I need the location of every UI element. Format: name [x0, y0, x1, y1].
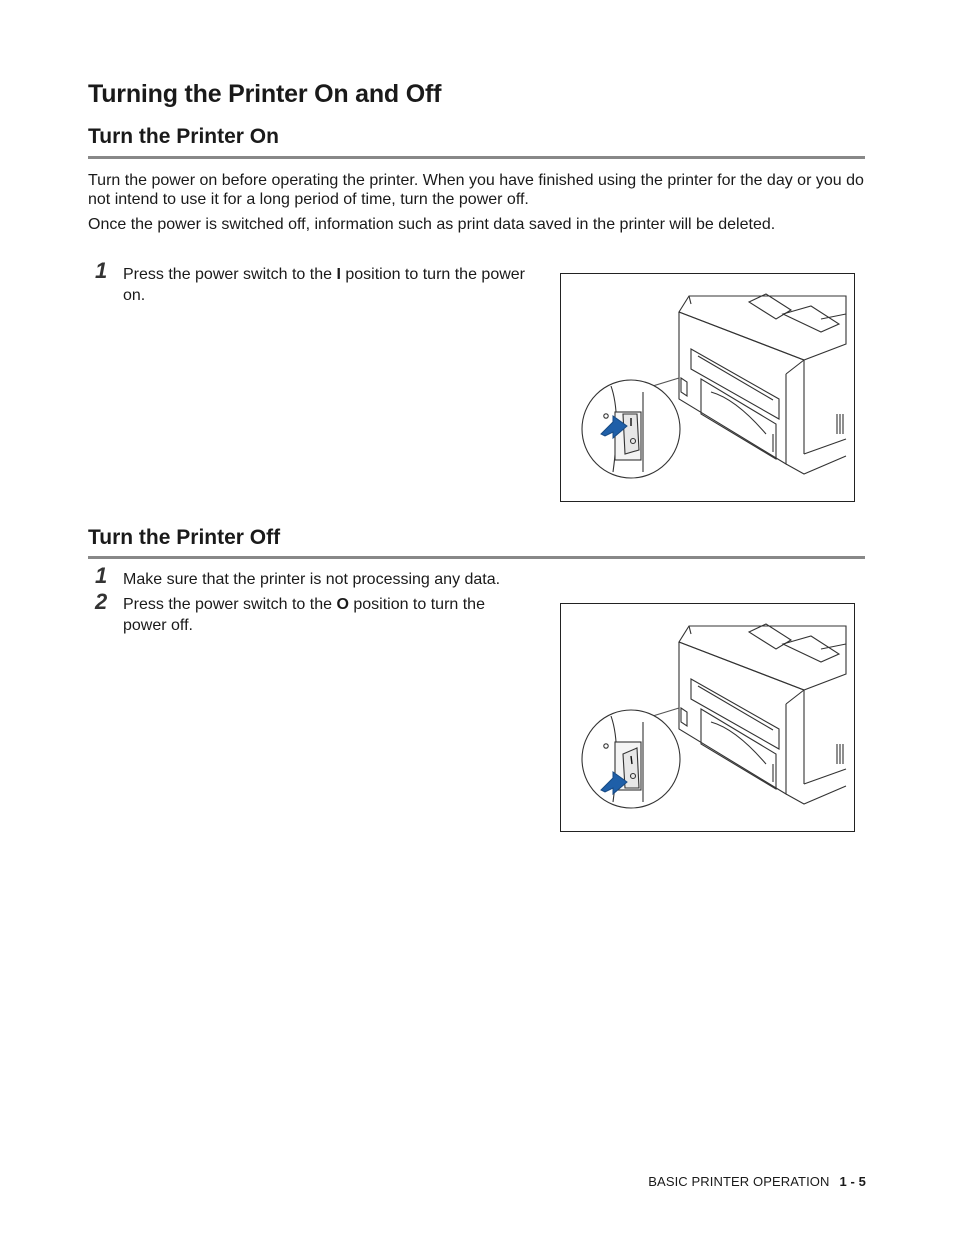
section-heading-turn-off: Turn the Printer Off [88, 526, 281, 549]
page-title: Turning the Printer On and Off [88, 80, 442, 108]
step-number: 1 [95, 258, 108, 283]
section-rule [88, 156, 865, 159]
switch-mark-label: O [336, 596, 349, 613]
section-rule [88, 556, 865, 559]
step-number: 2 [95, 589, 108, 614]
step-text-part: Press the power switch to the [123, 266, 337, 283]
switch-mark-label: I [336, 266, 341, 283]
step-number: 1 [95, 563, 108, 588]
step-text-part: Press the power switch to the [123, 596, 337, 613]
step-text-part: position to turn the power off. [123, 596, 485, 634]
printer-switch-off-illustration [560, 603, 855, 832]
step-text-part: position to turn the power on. [123, 266, 525, 304]
footer-section-label: BASIC PRINTER OPERATION [648, 1174, 830, 1189]
page-number: 1 - 5 [839, 1174, 866, 1189]
section-heading-turn-on: Turn the Printer On [88, 125, 279, 148]
printer-switch-on-illustration [560, 273, 855, 502]
warning-paragraph: Once the power is switched off, information such as print data saved in the printer will be deleted. [88, 216, 776, 233]
page-footer [648, 1174, 866, 1189]
intro-paragraph: Turn the power on before operating the printer. When you have finished using the printer for the day or you do not intend to use it for a long period of time, turn the power off. [88, 172, 864, 208]
step-text [123, 594, 523, 636]
step-text [123, 264, 548, 306]
step-text: Make sure that the printer is not processing any data. [123, 571, 501, 588]
